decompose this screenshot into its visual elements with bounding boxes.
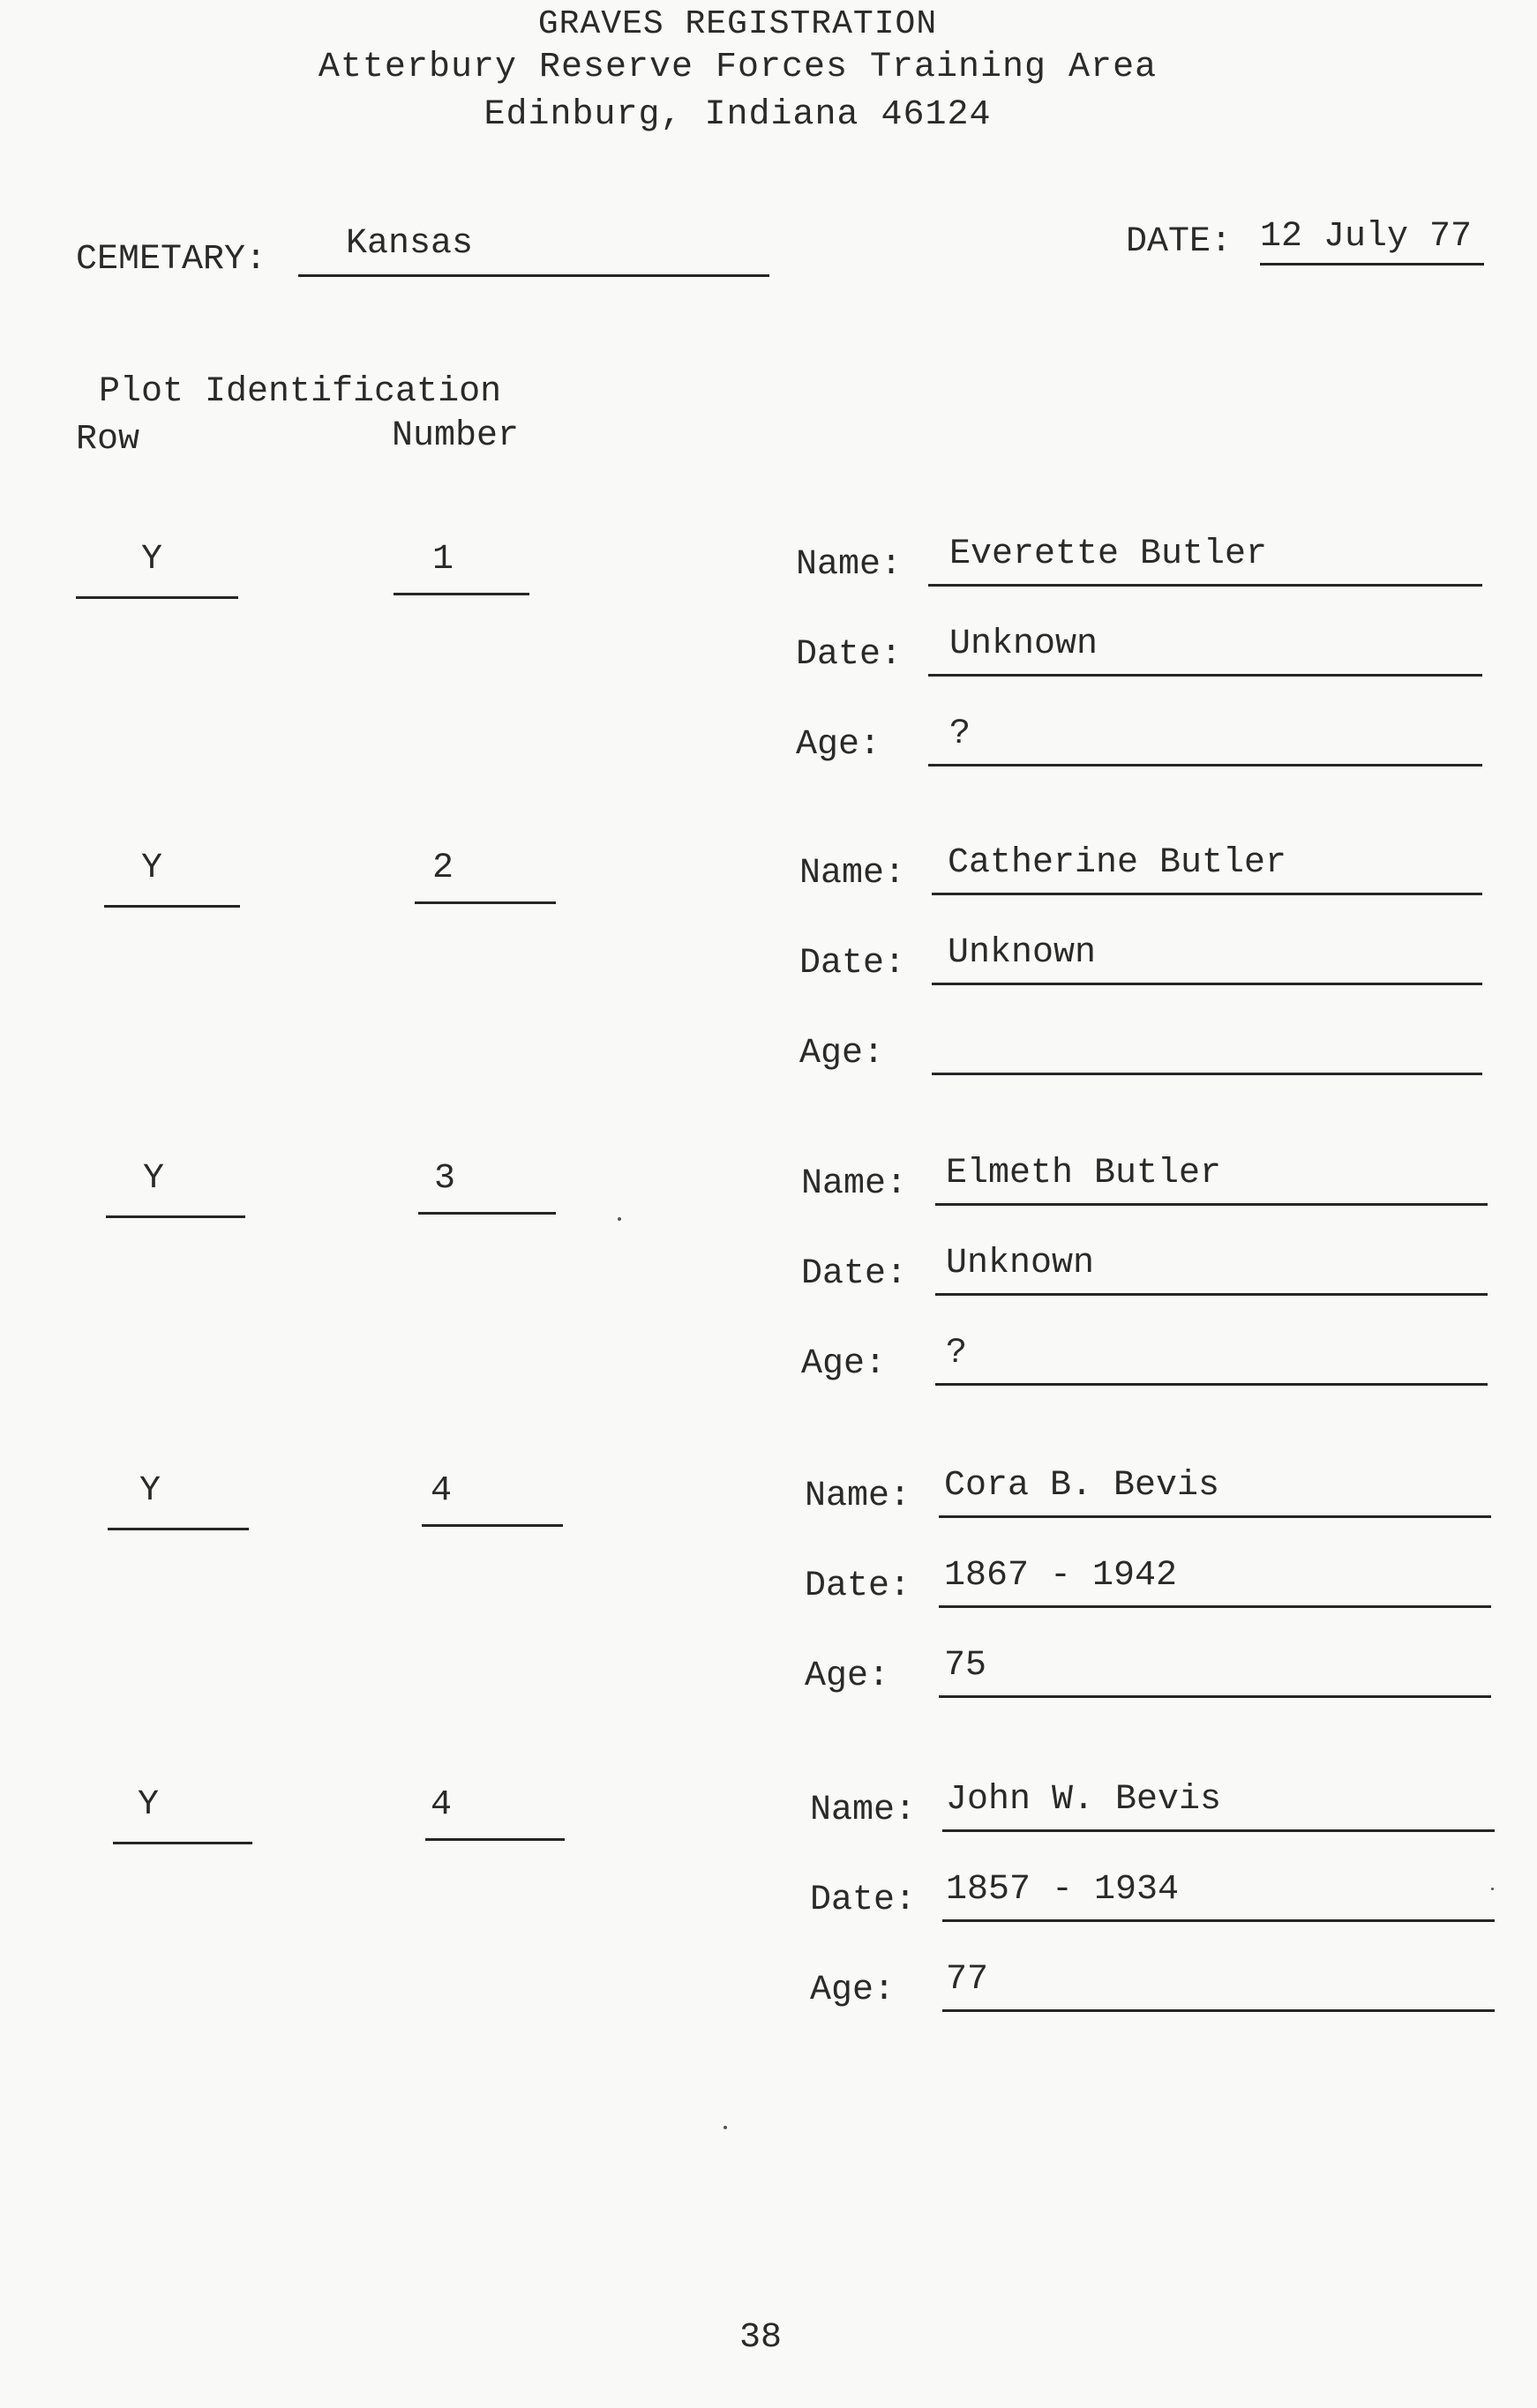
- date-underline: [939, 1605, 1491, 1608]
- date-label: Date:: [796, 635, 903, 675]
- cemetery-underline: [298, 274, 769, 277]
- date-underline: [935, 1293, 1488, 1296]
- plot-row-value: Y: [141, 540, 163, 580]
- name-underline: [942, 1829, 1495, 1832]
- age-underline: [935, 1383, 1488, 1386]
- date-value: Unknown: [949, 624, 1098, 664]
- plot-number-underline: [394, 593, 529, 595]
- name-label: Name:: [805, 1477, 911, 1516]
- plot-row-underline: [106, 1215, 245, 1218]
- plot-row-underline: [76, 596, 238, 599]
- age-label: Age:: [810, 1971, 896, 2010]
- date-underline: [942, 1919, 1495, 1922]
- date-underline: [1260, 263, 1484, 265]
- name-value: Everette Butler: [949, 535, 1268, 574]
- name-value: Cora B. Bevis: [944, 1466, 1220, 1506]
- name-label: Name:: [801, 1164, 908, 1204]
- plot-number-underline: [425, 1838, 565, 1841]
- plot-number-value: 4: [431, 1471, 453, 1511]
- name-label: Name:: [799, 854, 906, 894]
- date-value: 1857 - 1934: [946, 1870, 1180, 1910]
- age-underline: [939, 1695, 1491, 1698]
- name-value: Catherine Butler: [948, 843, 1287, 883]
- date-label: Date:: [805, 1567, 911, 1606]
- name-value: John W. Bevis: [946, 1780, 1222, 1820]
- paper-speck: [724, 2126, 727, 2129]
- page-number: 38: [739, 2318, 783, 2358]
- age-value: 77: [946, 1960, 989, 2000]
- date-underline: [932, 983, 1482, 985]
- name-label: Name:: [810, 1791, 917, 1830]
- date-underline: [928, 674, 1482, 677]
- plot-number-underline: [418, 1212, 556, 1215]
- name-underline: [939, 1515, 1491, 1518]
- plot-row-value: Y: [139, 1471, 161, 1511]
- name-underline: [928, 584, 1482, 587]
- plot-row-value: Y: [141, 849, 163, 888]
- age-label: Age:: [799, 1034, 885, 1073]
- age-value: ?: [946, 1334, 968, 1373]
- date-label: Date:: [801, 1254, 908, 1294]
- date-label: Date:: [810, 1881, 917, 1920]
- header-title: GRAVES REGISTRATION: [537, 5, 938, 43]
- age-label: Age:: [801, 1344, 887, 1384]
- plot-number-value: 2: [432, 849, 454, 888]
- plot-number-underline: [422, 1524, 563, 1527]
- plot-row-underline: [113, 1842, 252, 1844]
- age-label: Age:: [805, 1656, 890, 1696]
- header-organization: Atterbury Reserve Forces Training Area: [318, 48, 1158, 87]
- name-label: Name:: [796, 545, 903, 585]
- cemetery-value: Kansas: [346, 224, 474, 264]
- header-location: Edinburg, Indiana 46124: [484, 95, 992, 135]
- row-column-heading: Row: [76, 420, 140, 460]
- name-underline: [932, 893, 1482, 895]
- paper-speck: [618, 1217, 621, 1221]
- date-label: Date:: [799, 944, 906, 983]
- age-value: 75: [944, 1646, 987, 1686]
- plot-number-value: 4: [431, 1785, 453, 1825]
- paper-speck: [1491, 1888, 1494, 1890]
- age-value: ?: [949, 714, 971, 754]
- age-label: Age:: [796, 725, 881, 765]
- name-value: Elmeth Butler: [946, 1154, 1222, 1193]
- plot-row-value: Y: [138, 1785, 160, 1825]
- plot-number-value: 3: [434, 1159, 456, 1199]
- date-value: Unknown: [946, 1244, 1095, 1283]
- plot-number-underline: [415, 901, 556, 904]
- date-value: 1867 - 1942: [944, 1556, 1178, 1596]
- date-label: DATE:: [1126, 222, 1233, 262]
- age-underline: [942, 2009, 1495, 2012]
- date-value: 12 July 77: [1260, 217, 1473, 257]
- plot-row-underline: [108, 1528, 249, 1530]
- age-underline: [932, 1073, 1482, 1075]
- age-underline: [928, 764, 1482, 767]
- cemetery-label: CEMETARY:: [76, 240, 267, 280]
- number-column-heading: Number: [392, 416, 520, 456]
- name-underline: [935, 1203, 1488, 1206]
- plot-number-value: 1: [432, 540, 454, 580]
- plot-row-value: Y: [143, 1159, 165, 1199]
- plot-row-underline: [104, 905, 240, 908]
- date-value: Unknown: [948, 933, 1097, 973]
- plot-identification-heading: Plot Identification: [99, 372, 502, 412]
